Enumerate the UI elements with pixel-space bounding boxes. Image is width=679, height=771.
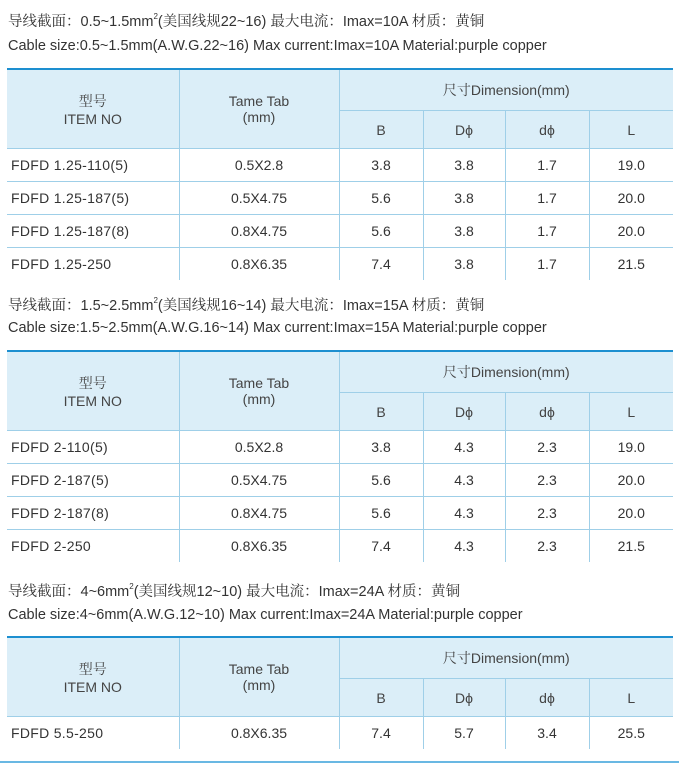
dim-d: 2.3 [505,464,589,497]
item-no: FDFD 1.25-250 [7,248,179,281]
spec-line-cn: 导线截面：$0.5\sim 1.5mm^2$(美国线规22~16) 最大电流：Imax=10A 材质：黄铜 [8,12,485,30]
item-no: FDFD 1.25-110(5) [7,149,179,182]
item-no: FDFD 1.25-187(5) [7,182,179,215]
item-no: FDFD 2-250 [7,530,179,563]
dim-d: 1.7 [505,215,589,248]
header-col-D: Dϕ [423,393,505,431]
table-row [7,497,673,530]
dim-D: 4.3 [423,530,505,563]
dim-l: 21.5 [589,248,673,281]
tame-tab: 0.8X4.75 [179,215,339,248]
header-col-b: B [339,393,423,431]
spec-line-en: Cable size:4~6mm(A.W.G.12~10) Max current:Imax=24A Material:purple copper [8,607,523,623]
tame-tab: 0.5X2.8 [179,149,339,182]
dim-b: 7.4 [339,530,423,563]
dim-d: 2.3 [505,431,589,464]
tame-tab: 0.5X4.75 [179,182,339,215]
dim-b: 7.4 [339,248,423,281]
header-col-l: L [589,679,673,717]
dim-d: 1.7 [505,248,589,281]
dim-b: 5.6 [339,497,423,530]
dim-b: 7.4 [339,717,423,750]
dim-D: 4.3 [423,431,505,464]
spec-line-en: Cable size:0.5~1.5mm(A.W.G.22~16) Max current:Imax=10A Material:purple copper [8,38,547,54]
item-no: FDFD 1.25-187(8) [7,215,179,248]
header-col-D: Dϕ [423,679,505,717]
bottom-divider [0,761,679,763]
table-row [7,215,673,248]
dim-d: 3.4 [505,717,589,750]
table-row [7,464,673,497]
dim-D: 3.8 [423,149,505,182]
spec-table [7,68,673,280]
dim-D: 4.3 [423,464,505,497]
spec-line-cn: 导线截面：$4\sim 6mm^2$(美国线规12~10) 最大电流：Imax=24A 材质：黄铜 [8,582,461,600]
header-col-b: B [339,111,423,149]
header-dimension: 尺寸Dimension(mm) [339,637,673,679]
header-tame-tab: Tame Tab (mm) [179,69,339,149]
dim-l: 20.0 [589,464,673,497]
dim-D: 5.7 [423,717,505,750]
header-tame-tab: Tame Tab (mm) [179,351,339,431]
dim-d: 2.3 [505,530,589,563]
item-no: FDFD 2-187(8) [7,497,179,530]
dim-l: 19.0 [589,149,673,182]
header-col-d: dϕ [505,111,589,149]
header-tame-tab: Tame Tab (mm) [179,637,339,717]
header-col-l: L [589,111,673,149]
dim-d: 2.3 [505,497,589,530]
table-row [7,530,673,563]
header-col-b: B [339,679,423,717]
dim-l: 20.0 [589,497,673,530]
dim-l: 20.0 [589,215,673,248]
item-no: FDFD 2-187(5) [7,464,179,497]
header-col-d: dϕ [505,679,589,717]
dim-b: 3.8 [339,431,423,464]
dim-l: 21.5 [589,530,673,563]
tame-tab: 0.8X6.35 [179,248,339,281]
dim-l: 19.0 [589,431,673,464]
dim-b: 5.6 [339,464,423,497]
dim-l: 25.5 [589,717,673,750]
tame-tab: 0.8X6.35 [179,717,339,750]
tame-tab: 0.8X6.35 [179,530,339,563]
item-no: FDFD 2-110(5) [7,431,179,464]
header-col-d: dϕ [505,393,589,431]
spec-table [7,350,673,562]
dim-d: 1.7 [505,182,589,215]
header-dimension: 尺寸Dimension(mm) [339,69,673,111]
tame-tab: 0.8X4.75 [179,497,339,530]
dim-b: 3.8 [339,149,423,182]
header-item-no: 型号 ITEM NO [7,637,179,717]
dim-D: 4.3 [423,497,505,530]
spec-line-cn: 导线截面：$1.5\sim 2.5mm^2$(美国线规16~14) 最大电流：Imax=15A 材质：黄铜 [8,296,485,314]
table-row [7,248,673,281]
table-row [7,149,673,182]
dim-D: 3.8 [423,182,505,215]
dim-D: 3.8 [423,215,505,248]
header-item-no: 型号 ITEM NO [7,351,179,431]
header-col-D: Dϕ [423,111,505,149]
spec-table [7,636,673,749]
dim-l: 20.0 [589,182,673,215]
table-row [7,717,673,750]
tame-tab: 0.5X4.75 [179,464,339,497]
dim-d: 1.7 [505,149,589,182]
header-col-l: L [589,393,673,431]
table-row [7,431,673,464]
spec-line-en: Cable size:1.5~2.5mm(A.W.G.16~14) Max current:Imax=15A Material:purple copper [8,320,547,336]
dim-b: 5.6 [339,182,423,215]
item-no: FDFD 5.5-250 [7,717,179,750]
dim-D: 3.8 [423,248,505,281]
tame-tab: 0.5X2.8 [179,431,339,464]
dim-b: 5.6 [339,215,423,248]
header-item-no: 型号 ITEM NO [7,69,179,149]
header-dimension: 尺寸Dimension(mm) [339,351,673,393]
table-row [7,182,673,215]
